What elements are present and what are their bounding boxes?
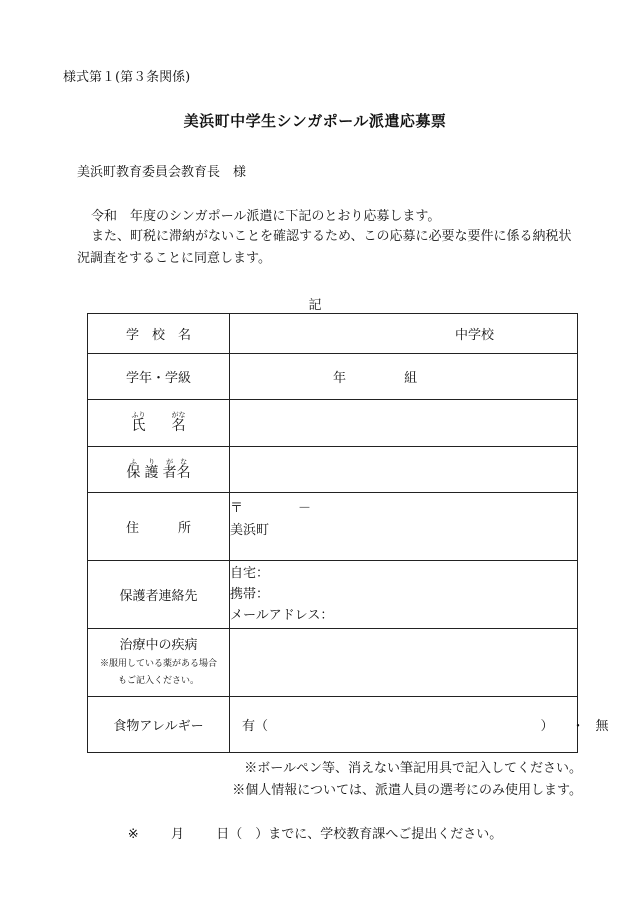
row-address xyxy=(88,493,578,561)
guardian-contact-field[interactable] xyxy=(230,561,578,629)
school-suffix: 中学校 xyxy=(455,328,495,343)
postal-mark: 〒 xyxy=(230,501,244,516)
row-guardian-contact xyxy=(88,561,578,629)
deadline-text: 日（ ）までに、学校教育課へご提出ください。 xyxy=(216,827,503,842)
contact-mobile: 携帯： xyxy=(230,587,270,602)
student-name-label: 氏ふり名がな xyxy=(88,400,230,447)
page-title: 美浜町中学生シンガポール派遣応募票 xyxy=(183,112,447,130)
row-school xyxy=(88,314,578,354)
grade-year-suffix: 年 xyxy=(333,371,347,386)
guardian-name-label: 保ふ 護り 者が名な xyxy=(88,447,230,493)
row-guardian-name xyxy=(88,447,578,493)
town-name: 美浜町 xyxy=(230,523,270,538)
deadline-month: 月 xyxy=(170,827,184,842)
allergy-close-paren: ） xyxy=(540,719,554,734)
grade-field[interactable] xyxy=(230,354,578,400)
row-medical-condition xyxy=(88,629,578,697)
medical-condition-note-2: もご記入ください。 xyxy=(117,675,199,686)
food-allergy-label: 食物アレルギー xyxy=(88,697,230,753)
medical-condition-field[interactable] xyxy=(230,629,578,697)
school-field[interactable] xyxy=(230,314,578,354)
row-student-name xyxy=(88,400,578,447)
allergy-yes[interactable]: 有（ xyxy=(242,719,269,734)
student-name-field[interactable] xyxy=(230,400,578,447)
contact-home: 自宅： xyxy=(230,566,270,581)
allergy-separator: ・ xyxy=(571,719,585,734)
address-label: 住 所 xyxy=(88,493,230,561)
guardian-name-field[interactable] xyxy=(230,447,578,493)
addressee: 美浜町教育委員会教育長 様 xyxy=(77,165,247,180)
form-number: 様式第１(第３条関係) xyxy=(63,70,191,85)
deadline-mark: ※ xyxy=(127,827,139,842)
consent-statement-line2: 況調査をすることに同意します。 xyxy=(77,251,271,266)
note-pen: ※ボールペン等、消えない筆記用具で記入してください。 xyxy=(244,761,582,776)
row-grade xyxy=(88,354,578,400)
application-form-table xyxy=(87,313,609,753)
postal-dash: － xyxy=(298,501,312,516)
application-statement: 令和 年度のシンガポール派遣に下記のとおり応募します。 xyxy=(91,209,441,224)
allergy-no[interactable]: 無 xyxy=(595,719,609,734)
note-privacy: ※個人情報については、派遣人員の選考にのみ使用します。 xyxy=(232,783,582,798)
submission-deadline xyxy=(0,823,630,842)
medical-condition-label xyxy=(88,629,230,697)
contact-email: メールアドレス： xyxy=(230,608,334,623)
medical-condition-note-1: ※服用している薬がある場合 xyxy=(99,658,217,669)
guardian-contact-label: 保護者連絡先 xyxy=(88,561,230,629)
grade-class-suffix: 組 xyxy=(404,371,418,386)
consent-statement-line1: また、町税に滞納がないことを確認するため、この応募に必要な要件に係る納税状 xyxy=(91,229,572,244)
school-label: 学 校 名 xyxy=(88,314,230,354)
food-allergy-field[interactable] xyxy=(230,697,609,753)
ki-heading: 記 xyxy=(308,298,322,313)
medical-condition-title: 治療中の疾病 xyxy=(119,637,198,653)
address-field[interactable] xyxy=(230,493,578,561)
row-food-allergy xyxy=(88,697,578,753)
grade-label: 学年・学級 xyxy=(88,354,230,400)
